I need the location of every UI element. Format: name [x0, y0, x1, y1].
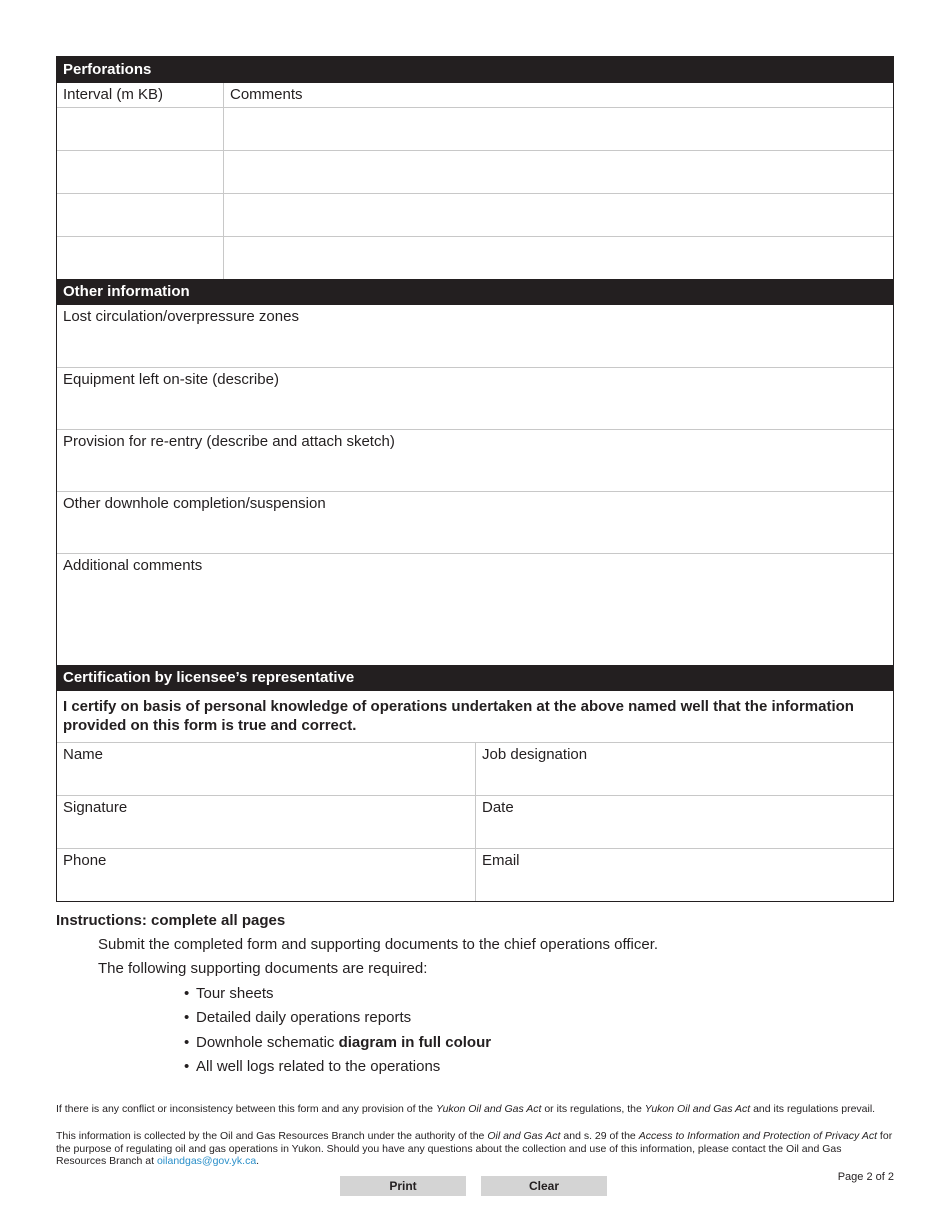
interval-column-header: Interval (m KB) — [57, 83, 224, 107]
act-name: Access to Information and Protection of Privacy Act — [638, 1130, 878, 1142]
field-label: Provision for re-entry (describe and attach sketch) — [63, 433, 395, 450]
reentry-provision-field[interactable] — [57, 429, 893, 491]
act-name: Yukon Oil and Gas Act — [435, 1103, 542, 1115]
notice-text: or its regulations, the — [541, 1103, 645, 1115]
comments-input[interactable] — [224, 108, 893, 150]
list-item — [184, 1033, 491, 1057]
privacy-notice — [56, 1130, 894, 1168]
notice-text: This information is collected by the Oil and Gas Resources Branch under the authority of the — [56, 1130, 488, 1142]
bullet-icon: • — [184, 1057, 190, 1075]
notice-text: . — [256, 1155, 260, 1167]
contact-email-link[interactable]: oilandgas@gov.yk.ca — [156, 1155, 257, 1167]
list-item — [184, 1057, 491, 1081]
instructions-line-required: The following supporting documents are required: — [98, 960, 428, 977]
bullet-icon: • — [184, 1033, 190, 1051]
certification-statement: I certify on basis of personal knowledge of operations undertaken at the above named well that the information provided on this form is true and correct. — [63, 698, 854, 734]
act-name: Yukon Oil and Gas Act — [644, 1103, 751, 1115]
page-number: Page 2 of 2 — [837, 1171, 894, 1183]
print-button[interactable]: Print — [340, 1176, 466, 1196]
field-label: Equipment left on-site (describe) — [63, 371, 279, 388]
notice-text: for the purpose of regulating oil and gas operations in Yukon. Should you have any questions about the collection and use of this information, please contact the Oil and Gas Resources Branch at — [56, 1130, 893, 1167]
date-field[interactable]: Date — [482, 799, 514, 816]
signature-field[interactable]: Signature — [57, 796, 476, 848]
notice-text: and s. 29 of the — [560, 1130, 639, 1142]
required-documents-list — [184, 984, 491, 1081]
equipment-left-field[interactable] — [57, 367, 893, 429]
interval-input[interactable] — [57, 194, 224, 236]
notice-text: and its regulations prevail. — [750, 1103, 876, 1115]
perforations-header: Perforations — [57, 57, 893, 83]
notice-text: If there is any conflict or inconsistency between this form and any provision of the — [56, 1103, 436, 1115]
cert-row-name — [57, 742, 893, 795]
email-field[interactable]: Email — [482, 852, 520, 869]
comments-column-header: Comments — [230, 86, 303, 103]
clear-button[interactable]: Clear — [481, 1176, 607, 1196]
comments-input[interactable] — [224, 151, 893, 193]
instructions-line-submit: Submit the completed form and supporting documents to the chief operations officer. — [98, 936, 659, 953]
comments-input[interactable] — [224, 194, 893, 236]
downhole-completion-field[interactable] — [57, 491, 893, 553]
cert-row-signature — [57, 795, 893, 848]
bullet-icon: • — [184, 985, 190, 1002]
cert-row-phone — [57, 848, 893, 901]
comments-input[interactable] — [224, 237, 893, 279]
lost-circulation-field[interactable] — [57, 305, 893, 367]
other-information-header: Other information — [57, 279, 893, 305]
list-item-text: All well logs related to the operations — [196, 1057, 441, 1075]
form-table — [56, 56, 894, 902]
interval-input[interactable] — [57, 237, 224, 279]
act-name: Oil and Gas Act — [487, 1130, 561, 1142]
conflict-notice — [56, 1103, 894, 1116]
certification-header: Certification by licensee’s representative — [57, 665, 893, 691]
bullet-icon: • — [184, 1009, 190, 1027]
field-label: Lost circulation/overpressure zones — [63, 308, 299, 325]
interval-input[interactable] — [57, 108, 224, 150]
list-item — [184, 984, 491, 1008]
interval-input[interactable] — [57, 151, 224, 193]
additional-comments-field[interactable] — [57, 553, 893, 665]
instructions-title: Instructions: complete all pages — [56, 912, 286, 929]
list-item — [184, 1008, 491, 1032]
perforation-row — [57, 193, 893, 236]
job-designation-field[interactable]: Job designation — [482, 746, 588, 763]
perforation-row — [57, 107, 893, 150]
perforation-row — [57, 150, 893, 193]
list-item-text: Tour sheets — [196, 985, 274, 1002]
field-label: Other downhole completion/suspension — [63, 495, 326, 512]
perforations-column-headers — [57, 83, 893, 107]
field-label: Additional comments — [63, 557, 203, 574]
perforation-row — [57, 236, 893, 279]
list-item-emphasis: diagram in full colour — [338, 1033, 492, 1051]
name-field[interactable]: Name — [57, 743, 476, 795]
list-item-text: Downhole schematic — [196, 1033, 339, 1051]
phone-field[interactable]: Phone — [57, 849, 476, 901]
list-item-text: Detailed daily operations reports — [196, 1009, 412, 1027]
